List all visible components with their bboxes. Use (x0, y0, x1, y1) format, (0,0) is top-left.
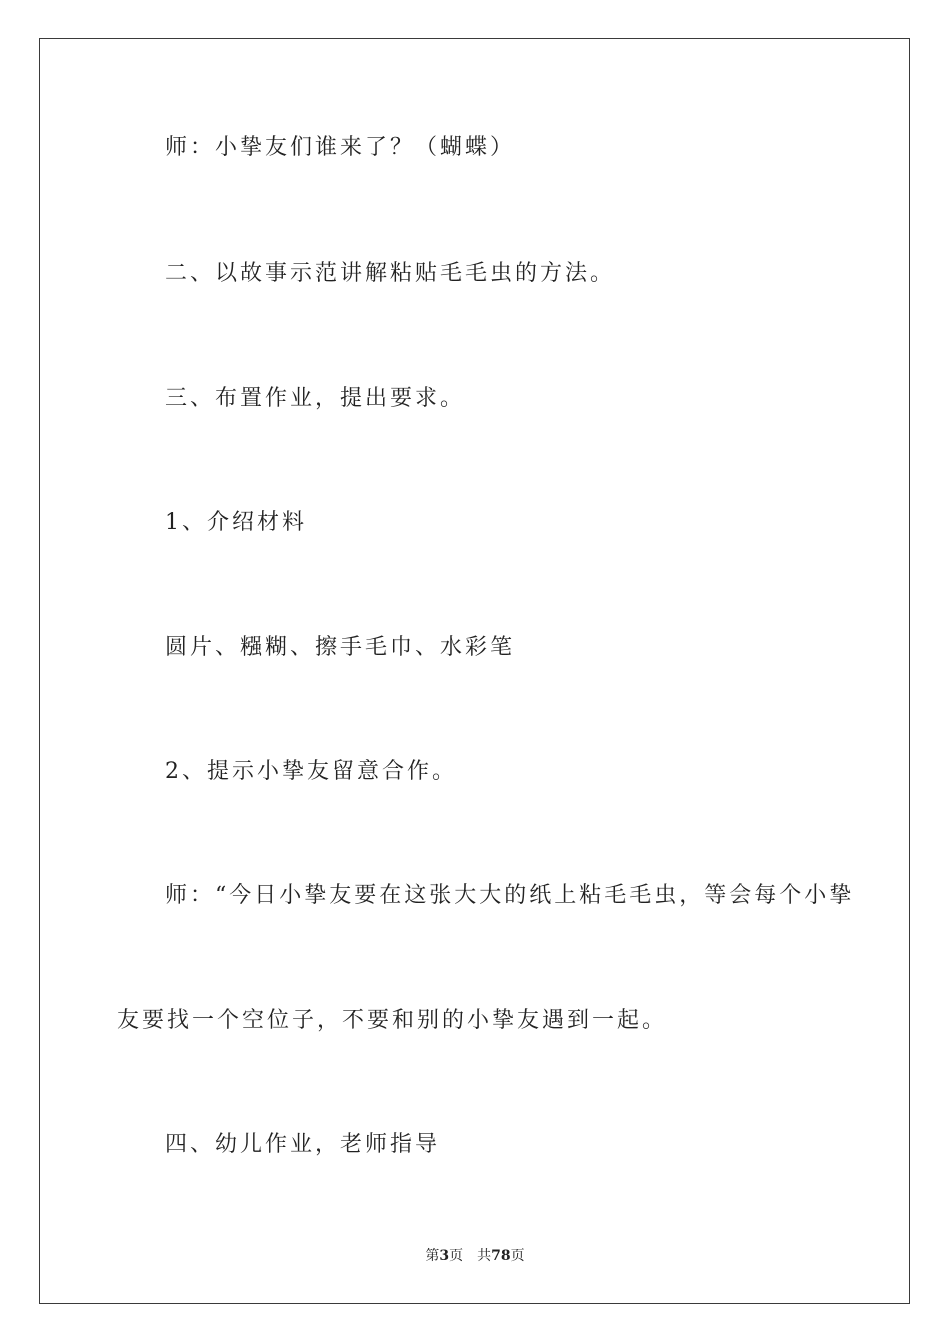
paragraph-teacher-quote-line2: 友要找一个空位子，不要和别的小挚友遇到一起。 (117, 1008, 668, 1033)
paragraph-item-one: 1、介绍材料 (165, 510, 307, 535)
paragraph-section-two: 二、以故事示范讲解粘贴毛毛虫的方法。 (165, 261, 616, 286)
paragraph-section-four: 四、幼儿作业，老师指导 (165, 1132, 441, 1157)
page-footer (0, 1246, 950, 1266)
total-prefix: 共 (477, 1248, 492, 1264)
page-number: 3 (439, 1248, 450, 1264)
paragraph-teacher-quote-line1: 师：“今日小挚友要在这张大大的纸上粘毛毛虫，等会每个小挚 (165, 883, 855, 908)
page-border (39, 38, 910, 1304)
page-suffix: 页 (449, 1248, 464, 1264)
page-prefix: 第 (425, 1248, 440, 1264)
total-pages: 78 (491, 1248, 511, 1264)
paragraph-materials-list: 圆片、糨糊、擦手毛巾、水彩笔 (165, 635, 516, 660)
total-suffix: 页 (510, 1248, 525, 1264)
paragraph-section-three: 三、布置作业，提出要求。 (165, 386, 466, 411)
paragraph-teacher-question: 师：小挚友们谁来了？（蝴蝶） (165, 135, 516, 160)
paragraph-item-two: 2、提示小挚友留意合作。 (165, 759, 457, 784)
